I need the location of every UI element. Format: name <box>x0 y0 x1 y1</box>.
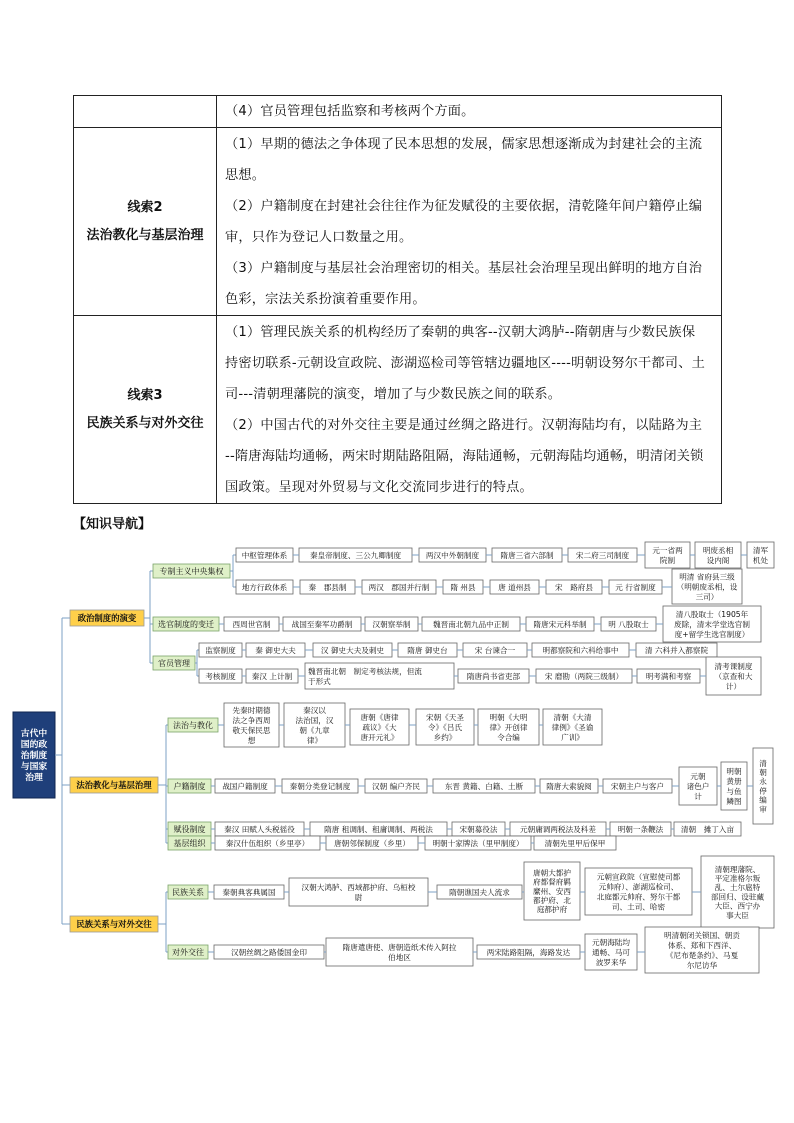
root-node-text: 治制度 <box>20 750 48 761</box>
subsub-node-text: 监察制度 <box>205 645 236 655</box>
root-node-text: 古代中 <box>20 728 48 739</box>
item-box-text: 元朝 <box>690 771 706 781</box>
item-box-text: 平定准格尔叛 <box>714 874 761 883</box>
clue-title: 法治教化与基层治理 <box>86 227 204 243</box>
item-box-text: 隋 州县 <box>450 582 476 592</box>
item-box-text: 大臣、西宁办 <box>714 901 761 911</box>
subsub-node-text: 地方行政体系 <box>241 582 288 592</box>
item-box-text: 计 <box>694 791 702 801</box>
section-title: 【知识导航】 <box>73 517 152 532</box>
item-box-text: 编 <box>759 795 767 805</box>
item-box-text: 隋朝谯国夫人流求 <box>449 887 510 897</box>
content-line: （2）户籍制度在封建社会往往作为征发赋役的主要依据，清乾隆年间户籍停止编 <box>225 198 703 214</box>
item-box-text: 尔尼访华 <box>686 960 718 970</box>
item-box-text: 法治国，汉 <box>295 715 334 725</box>
sub-node-text: 户籍制度 <box>173 781 206 791</box>
item-box-text: 律例》《圣谕 <box>551 722 594 732</box>
item-box-text: 隋唐大索貌阅 <box>546 781 592 791</box>
item-box-text: 黄册 <box>726 776 742 786</box>
item-box-text: 明清 省府县三级 <box>679 572 735 582</box>
item-box-text: 《尼布楚条约》、马戛 <box>665 950 739 960</box>
item-box-text: 元一省两 <box>652 545 683 555</box>
item-box-text: 鳞图 <box>726 796 742 806</box>
item-box-text: 部回归、设驻藏 <box>710 892 765 902</box>
item-box-text: 唐朝邻保制度（乡里） <box>334 838 410 848</box>
item-box-text: 汉 御史大夫及刺史 <box>320 645 385 655</box>
item-box-text: 宋朝《天圣 <box>426 712 464 722</box>
item-box-text: 府都督府羁 <box>533 877 571 887</box>
item-box-text: 永 <box>759 777 767 787</box>
item-box-text: （京查和大 <box>714 671 753 681</box>
item-box-text: 秦汉 田赋人头税徭役 <box>224 824 295 834</box>
item-box-text: 朝 <box>759 768 767 777</box>
item-box-text: 明清朝闭关锁国、朝贡 <box>664 930 740 940</box>
item-box-text: （明朝废丞相，设 <box>676 582 738 592</box>
sub-node-text: 专制主义中央集权 <box>159 566 224 576</box>
item-box-text: 尉 <box>354 892 363 902</box>
sub-node-text: 赋役制度 <box>173 824 206 834</box>
item-box-text: 清 六科并入都察院 <box>644 645 709 655</box>
item-box-text: 朝《九章 <box>299 725 330 735</box>
item-box-text: 宋 磨勘（两院三级制） <box>544 671 624 681</box>
content-line: 司---清朝理藩院的演变，增加了与少数民族之间的联系。 <box>225 386 562 402</box>
item-box-text: 清军 <box>752 545 769 555</box>
clue-number: 线索2 <box>127 199 163 215</box>
item-box-text: 律》 <box>306 735 323 745</box>
item-box-text: 汉朝 编户齐民 <box>372 781 420 791</box>
item-box-text: 法之争西周 <box>232 715 271 725</box>
item-box-text: 计） <box>725 681 742 691</box>
clue-number: 线索3 <box>127 387 163 403</box>
item-box-text: 战国户籍制度 <box>222 781 268 791</box>
item-box-text: 先秦时期德 <box>232 705 271 715</box>
item-box-text: 伯地区 <box>388 952 411 962</box>
item-box-text: 明朝十家牌法（里甲制度） <box>432 838 524 848</box>
category-node-text: 民族关系与对外交往 <box>76 918 152 929</box>
item-box-text: 广训》 <box>561 732 584 742</box>
item-box-text: 隋唐三省六部制 <box>500 550 554 560</box>
item-box-text: 宋二府三司制度 <box>575 550 630 560</box>
item-box-text: 汉朝丝绸之路倭国金印 <box>231 947 307 957</box>
content-line: 思想。 <box>225 167 266 183</box>
item-box-text: 秦朝典客典属国 <box>222 887 276 897</box>
item-box-text: 元朝宣政院（宣慰使司都 <box>596 872 681 882</box>
item-box-text: 令》《吕氏 <box>427 722 463 732</box>
item-box-text: 明朝《大明 <box>489 712 528 722</box>
root-node-text: 与国家 <box>20 761 48 772</box>
item-box-text: 秦汉什伍组织（乡里亭） <box>225 838 310 848</box>
item-box-text: 敬天保民思 <box>232 725 271 735</box>
item-box-text: 清八股取士（1905年 <box>675 609 749 619</box>
item-box-text: 明 八股取士 <box>608 619 649 629</box>
item-box-text: 汉朝大鸿胪、西域都护府、乌桓校 <box>301 882 416 892</box>
clue-title: 民族关系与对外交往 <box>86 415 204 431</box>
item-box-text: 魏晋南北朝九品中正制 <box>433 619 509 629</box>
item-box-text: 律》开创律 <box>489 722 528 732</box>
item-box-text: 废除，清末学堂选官制 <box>674 619 750 629</box>
sub-node-text: 对外交往 <box>172 947 204 957</box>
item-box-text: 隋唐宋元科举制 <box>533 619 587 629</box>
item-box-text: 隋唐 御史台 <box>407 645 448 655</box>
item-box-text: 度+留学生选官制度） <box>674 629 750 639</box>
item-box-text: 西周世官制 <box>232 619 271 629</box>
item-box-text: 两汉中外朝制度 <box>425 550 480 560</box>
item-box-text: 元帅府）、澎湖巡检司、 <box>598 882 679 892</box>
item-box-text: 秦朝分类登记制度 <box>289 781 351 791</box>
item-box-text: 院制 <box>659 555 676 565</box>
item-box-text: 明朝一条鞭法 <box>617 824 664 834</box>
item-box-text: 唐朝《唐律 <box>360 712 399 722</box>
item-box-text: 清朝 摊丁入亩 <box>680 824 735 834</box>
item-box-text: 战国至秦军功爵制 <box>291 619 353 629</box>
item-box-text: 乱、土尔扈特 <box>714 883 761 893</box>
sub-node-text: 官员管理 <box>158 658 190 668</box>
item-box-text: 乡约》 <box>433 732 457 742</box>
item-box-text: 机处 <box>752 555 769 565</box>
category-node-text: 法治教化与基层治理 <box>76 779 152 790</box>
item-box-text: 明废丞相 <box>702 545 734 555</box>
item-box-text: 于形式 <box>308 676 331 686</box>
item-box-text: 事大臣 <box>726 910 749 920</box>
content-line: （2）中国古代的对外交往主要是通过丝绸之路进行。汉朝海陆均有，以陆路为主 <box>225 417 703 433</box>
item-box-text: 与鱼 <box>726 786 742 796</box>
subsub-node-text: 中枢管理体系 <box>241 550 288 560</box>
item-box-text: 两宋陆路阻隔，海路发达 <box>486 947 571 957</box>
item-box-text: 魏晋南北朝 制定考核法规，但流 <box>308 666 422 676</box>
item-box-text: 北庭都元帅府、努尔干都 <box>596 892 681 902</box>
item-box-text: 隋唐遣唐使、唐朝造纸术传入阿拉 <box>342 942 457 952</box>
item-box-text: 疏议》《大 <box>362 722 397 732</box>
sub-node-text: 基层组织 <box>173 838 206 848</box>
item-box-text: 秦 郡县制 <box>308 582 347 592</box>
content-line: （4）官员管理包括监察和考核两个方面。 <box>225 104 475 119</box>
item-box-text: 宋 路府县 <box>555 582 593 592</box>
item-box-text: 清朝理藩院、 <box>714 864 761 874</box>
item-box-text: 元 行省制度 <box>615 582 656 592</box>
sub-node-text: 法治与教化 <box>173 720 213 730</box>
item-box-text: 秦皇帝制度、三公九卿制度 <box>309 550 402 560</box>
item-box-text: 庭都护府 <box>536 905 568 915</box>
item-box-text: 明都察院和六科给事中 <box>542 645 619 655</box>
item-box-text: 两汉 郡国并行制 <box>368 582 430 592</box>
item-box-text: 明考满和考察 <box>645 671 692 681</box>
root-node-text: 国的政 <box>20 739 48 750</box>
item-box-text: 明朝 <box>726 766 742 776</box>
item-box-text: 都护府、北 <box>533 896 571 905</box>
item-box-text: 设内阁 <box>706 555 730 565</box>
subsub-node-text: 考核制度 <box>205 671 236 681</box>
item-box-text: 东晋 黄籍、白籍、土断 <box>444 781 524 791</box>
item-box-text: 诸色户 <box>686 781 710 791</box>
item-box-text: 宋朝主户与客户 <box>610 781 665 791</box>
item-box-text: 清朝先里甲后保甲 <box>544 838 606 848</box>
content-line: （1）管理民族关系的机构经历了秦朝的典客--汉朝大鸿胪--隋朝唐与少数民族保 <box>225 324 696 340</box>
sub-node-text: 选官制度的变迁 <box>158 619 214 629</box>
item-box-text: 清 <box>759 758 767 768</box>
item-box-text: 元朝海陆均 <box>592 937 630 947</box>
item-box-text: 元朝庸调两税法及科差 <box>520 824 596 834</box>
content-line: （3）户籍制度与基层社会治理密切的相关。基层社会治理呈现出鲜明的地方自治 <box>225 260 703 276</box>
item-box-text: 波罗来华 <box>595 957 627 967</box>
item-box-text: 体系、郑和下西洋、 <box>667 940 737 950</box>
item-box-text: 唐朝大都护 <box>533 868 571 878</box>
item-box-text: 审 <box>759 804 767 814</box>
item-box-text: 隋唐 租调制、租庸调制、两税法 <box>324 824 433 834</box>
item-box-text: 宋朝募役法 <box>459 824 498 834</box>
item-box-text: 汉朝察举制 <box>372 619 411 629</box>
item-box-text: 秦 御史大夫 <box>255 645 296 655</box>
item-box-text: 想 <box>247 735 256 745</box>
sub-node-text: 民族关系 <box>172 887 204 897</box>
item-box-text: 令合编 <box>497 732 520 742</box>
item-box-text: 停 <box>759 786 767 796</box>
item-box-text: 司、土司、哈密 <box>611 902 666 912</box>
item-box-text: 秦汉 上计制 <box>251 671 293 681</box>
item-box-text: 宋 台谏合一 <box>474 645 516 655</box>
item-box-text: 唐 道州县 <box>498 582 531 592</box>
item-box-text: 秦汉以 <box>303 705 326 715</box>
item-box-text: 唐开元礼》 <box>360 732 399 742</box>
content-line: 国政策。呈现对外贸易与文化交流同步进行的特点。 <box>225 479 533 495</box>
item-box-text: 三司） <box>695 592 719 602</box>
content-line: 审，只作为登记人口数量之用。 <box>225 229 413 245</box>
content-line: --隋唐海陆均通畅，两宋时期陆路阻隔，海陆通畅，元朝海陆均通畅，明清闭关锁 <box>225 448 704 464</box>
item-box-text: 縻州、安西 <box>533 886 571 896</box>
item-box-text: 清考课制度 <box>714 661 753 671</box>
content-line: 持密切联系-元朝设宣政院、澎湖巡检司等管辖边疆地区----明朝设努尔干都司、土 <box>225 355 705 371</box>
content-line: 色彩，宗法关系扮演着重要作用。 <box>225 291 426 307</box>
category-node-text: 政治制度的演变 <box>77 612 137 623</box>
root-node-text: 治理 <box>25 772 43 783</box>
item-box-text: 清朝《大清 <box>553 712 592 722</box>
item-box-text: 隋唐尚书省吏部 <box>466 671 521 681</box>
item-box-text: 通畅、马可 <box>592 947 630 957</box>
content-line: （1）早期的德法之争体现了民本思想的发展，儒家思想逐渐成为封建社会的主流 <box>225 136 703 152</box>
